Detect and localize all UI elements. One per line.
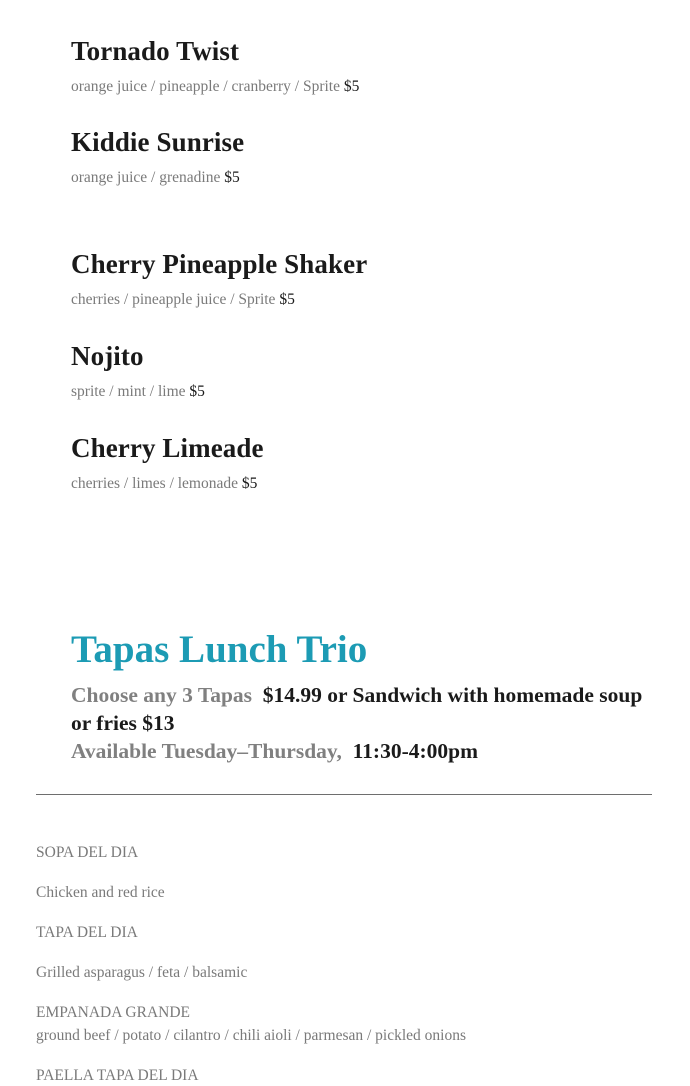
drink-item-nojito — [71, 340, 205, 402]
tapas-price-line: $14.99 or Sandwich with homemade soup or fries $13 — [71, 683, 643, 735]
drink-ingredients: orange juice / pineapple / cranberry / Sprite — [71, 78, 340, 95]
drink-item-kiddie-sunrise — [71, 126, 244, 188]
drink-name: Cherry Pineapple Shaker — [71, 249, 368, 279]
drink-description — [71, 168, 244, 188]
availability-hours: 11:30-4:00pm — [352, 739, 479, 763]
drink-price: $5 — [343, 78, 360, 95]
drink-item-tornado-twist — [71, 35, 359, 97]
availability-days: Available Tuesday–Thursday, — [71, 739, 342, 763]
drink-price: $5 — [241, 475, 258, 492]
drink-description — [71, 290, 367, 310]
drink-ingredients: sprite / mint / lime — [71, 383, 186, 400]
drink-ingredients: orange juice / grenadine — [71, 169, 221, 186]
drink-ingredients: cherries / pineapple juice / Sprite — [71, 291, 276, 308]
drink-ingredients: cherries / limes / lemonade — [71, 475, 238, 492]
drink-name: Cherry Limeade — [71, 433, 264, 463]
drink-name: Kiddie Sunrise — [71, 127, 245, 157]
drink-price: $5 — [189, 383, 205, 400]
menu-heading: EMPANADA GRANDE — [36, 1004, 191, 1021]
drink-description — [71, 474, 264, 494]
section-divider — [36, 794, 652, 795]
tapas-lunch-trio-section — [71, 626, 651, 765]
drink-description — [71, 382, 205, 402]
drink-description — [71, 77, 359, 97]
drink-name: Tornado Twist — [71, 36, 240, 66]
menu-description: Chicken and red rice — [36, 884, 165, 901]
menu-heading: PAELLA TAPA DEL DIA — [36, 1067, 199, 1084]
drink-price: $5 — [224, 169, 240, 186]
drink-item-cherry-limeade — [71, 432, 264, 494]
section-title: Tapas Lunch Trio — [71, 628, 368, 671]
menu-description: ground beef / potato / cilantro / chili aioli / parmesan / pickled onions — [36, 1027, 467, 1044]
menu-description: Grilled asparagus / feta / balsamic — [36, 964, 248, 981]
tapas-availability — [71, 737, 651, 765]
drink-price: $5 — [279, 291, 295, 308]
tapas-offer — [71, 681, 651, 737]
menu-heading: TAPA DEL DIA — [36, 924, 138, 941]
drink-item-cherry-pineapple-shaker — [71, 248, 367, 310]
drink-name: Nojito — [71, 341, 144, 371]
tapas-choose-label: Choose any 3 Tapas — [71, 683, 253, 707]
menu-heading: SOPA DEL DIA — [36, 844, 139, 861]
